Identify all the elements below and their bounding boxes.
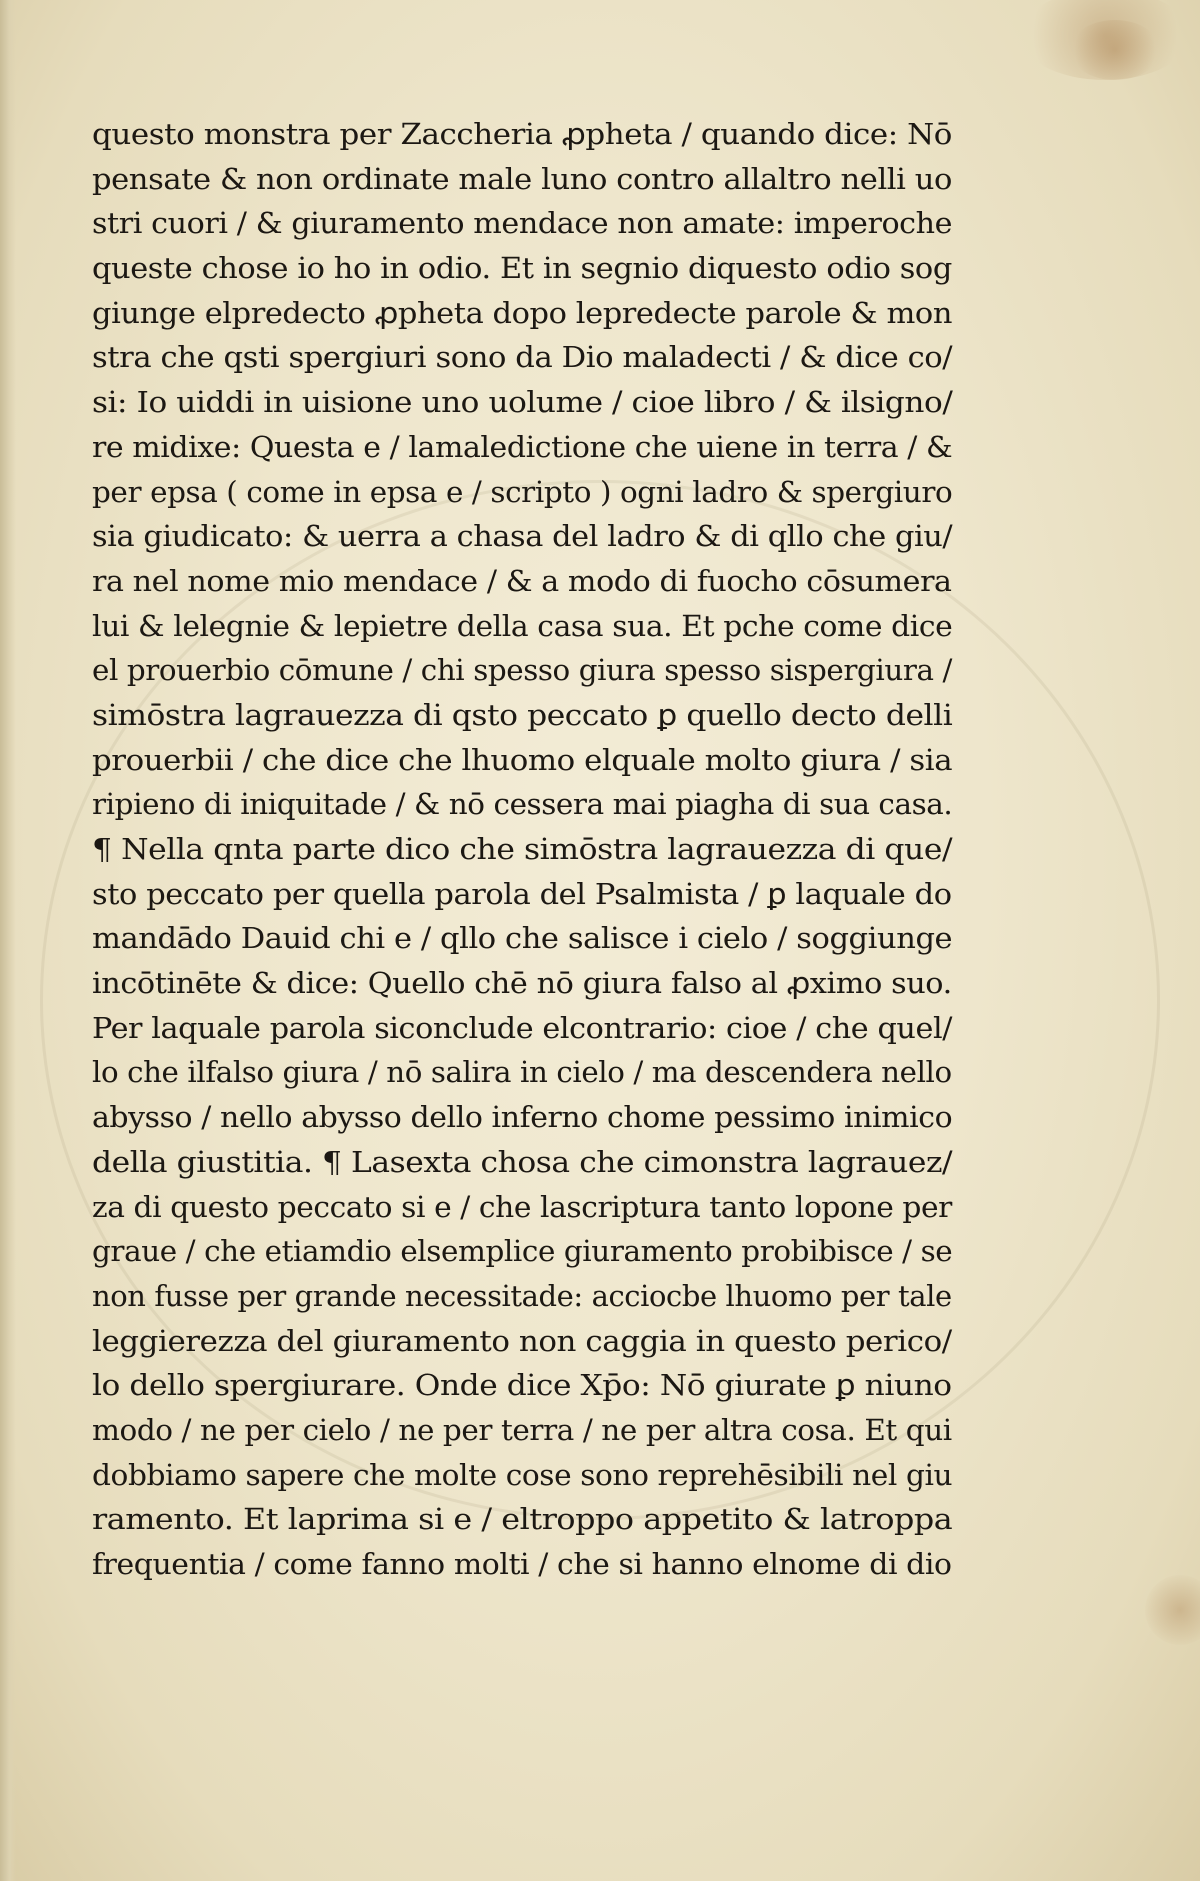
text-line bbox=[92, 1497, 952, 1542]
text-line bbox=[92, 246, 952, 291]
text-line-content: ramento. Et laprima si e / eltroppo appetito & latroppa bbox=[92, 1502, 953, 1537]
scan-edge-strip bbox=[0, 0, 16, 1881]
text-line bbox=[92, 1006, 952, 1051]
text-line bbox=[92, 1542, 952, 1587]
text-line-content: giunge elpredecto ꝓpheta dopo lepredecte parole & mon bbox=[92, 295, 953, 330]
text-line-content: re midixe: Questa e / lamaledictione che uiene in terra / & bbox=[92, 429, 953, 464]
text-line bbox=[92, 514, 952, 559]
text-line-content: della giustitia. ¶ Lasexta chosa che cimonstra lagrauez/ bbox=[92, 1144, 953, 1179]
text-line-content: incōtinēte & dice: Quello chē nō giura falso al ꝓximo suo. bbox=[92, 966, 952, 1001]
text-line-content: pensate & non ordinate male luno contro allaltro nelli uo bbox=[92, 161, 953, 196]
text-line-content: lui & lelegnie & lepietre della casa sua. Et pche come dice bbox=[92, 608, 953, 643]
text-line bbox=[92, 872, 952, 917]
text-line bbox=[92, 380, 952, 425]
text-line bbox=[92, 827, 952, 872]
paper-stain bbox=[1145, 1575, 1200, 1645]
text-line-content: el prouerbio cōmune / chi spesso giura spesso sispergiura / bbox=[92, 653, 952, 688]
text-line-content: ra nel nome mio mendace / & a modo di fuocho cōsumera bbox=[92, 563, 952, 598]
text-line bbox=[92, 782, 952, 827]
text-line-content: si: Io uiddi in uisione uno uolume / cioe libro / & ilsigno/ bbox=[92, 385, 953, 420]
text-line bbox=[92, 425, 952, 470]
paper-stain bbox=[1070, 20, 1160, 80]
text-line bbox=[92, 1408, 952, 1453]
text-line bbox=[92, 693, 952, 738]
text-line-content: simōstra lagrauezza di qsto peccato ꝑ quello decto delli bbox=[92, 697, 953, 732]
text-line-content: abysso / nello abysso dello inferno chome pessimo inimico bbox=[92, 1100, 953, 1135]
text-line-content: za di questo peccato si e / che lascriptura tanto lopone per bbox=[92, 1189, 952, 1224]
text-line bbox=[92, 112, 952, 157]
text-line bbox=[92, 1185, 952, 1230]
text-line-content: dobbiamo sapere che molte cose sono reprehēsibili nel giu bbox=[92, 1457, 953, 1492]
text-line bbox=[92, 961, 952, 1006]
text-line bbox=[92, 738, 952, 783]
text-line bbox=[92, 916, 952, 961]
text-line-content: lo che ilfalso giura / nō salira in cielo / ma descendera nello bbox=[92, 1055, 952, 1090]
text-line-content: leggierezza del giuramento non caggia in questo perico/ bbox=[92, 1323, 952, 1358]
text-line-content: stra che qsti spergiuri sono da Dio maladecti / & dice co/ bbox=[92, 340, 953, 375]
text-line-content: ¶ Nella qnta parte dico che simōstra lagrauezza di que/ bbox=[92, 832, 953, 866]
text-line bbox=[92, 1453, 952, 1498]
text-line bbox=[92, 157, 952, 202]
text-line-content: lo dello spergiurare. Onde dice Xp̄o: Nō giurate ꝑ niuno bbox=[92, 1368, 952, 1403]
text-line bbox=[92, 1095, 952, 1140]
text-line-content: per epsa ( come in epsa e / scripto ) ogni ladro & spergiuro bbox=[92, 474, 953, 509]
text-line-content: graue / che etiamdio elsemplice giuramento probibisce / se bbox=[92, 1234, 953, 1269]
text-line bbox=[92, 335, 952, 380]
text-line-content: stri cuori / & giuramento mendace non amate: imperoche bbox=[92, 206, 953, 241]
text-line-content: sia giudicato: & uerra a chasa del ladro & di qllo che giu/ bbox=[92, 519, 953, 554]
text-line bbox=[92, 470, 952, 515]
text-line bbox=[92, 559, 952, 604]
text-line-content: frequentia / come fanno molti / che si hanno elnome di dio bbox=[92, 1547, 952, 1581]
text-line-content: non fusse per grande necessitade: acciocbe lhuomo per tale bbox=[92, 1278, 952, 1313]
text-line bbox=[92, 1050, 952, 1095]
text-line-content: ripieno di iniquitade / & nō cessera mai piagha di sua casa. bbox=[92, 787, 953, 822]
text-line bbox=[92, 291, 952, 336]
text-line bbox=[92, 604, 952, 649]
text-line bbox=[92, 648, 952, 693]
text-line-content: Per laquale parola siconclude elcontrario: cioe / che quel/ bbox=[92, 1010, 953, 1045]
text-line-content: prouerbii / che dice che lhuomo elquale molto giura / sia bbox=[92, 742, 953, 777]
text-line bbox=[92, 1363, 952, 1408]
text-line-content: modo / ne per cielo / ne per terra / ne per altra cosa. Et qui bbox=[92, 1412, 952, 1447]
text-line bbox=[92, 1140, 952, 1185]
text-line bbox=[92, 201, 952, 246]
text-line bbox=[92, 1229, 952, 1274]
text-line-content: sto peccato per quella parola del Psalmista / ꝑ laquale do bbox=[92, 876, 952, 911]
text-line-content: queste chose io ho in odio. Et in segnio diquesto odio sog bbox=[92, 251, 952, 286]
text-line-content: mandādo Dauid chi e / qllo che salisce i cielo / soggiunge bbox=[92, 921, 953, 956]
text-line-content: questo monstra per Zaccheria ꝓpheta / quando dice: Nō bbox=[92, 117, 952, 151]
text-line bbox=[92, 1274, 952, 1319]
printed-text-block bbox=[92, 112, 952, 1587]
text-line bbox=[92, 1319, 952, 1364]
